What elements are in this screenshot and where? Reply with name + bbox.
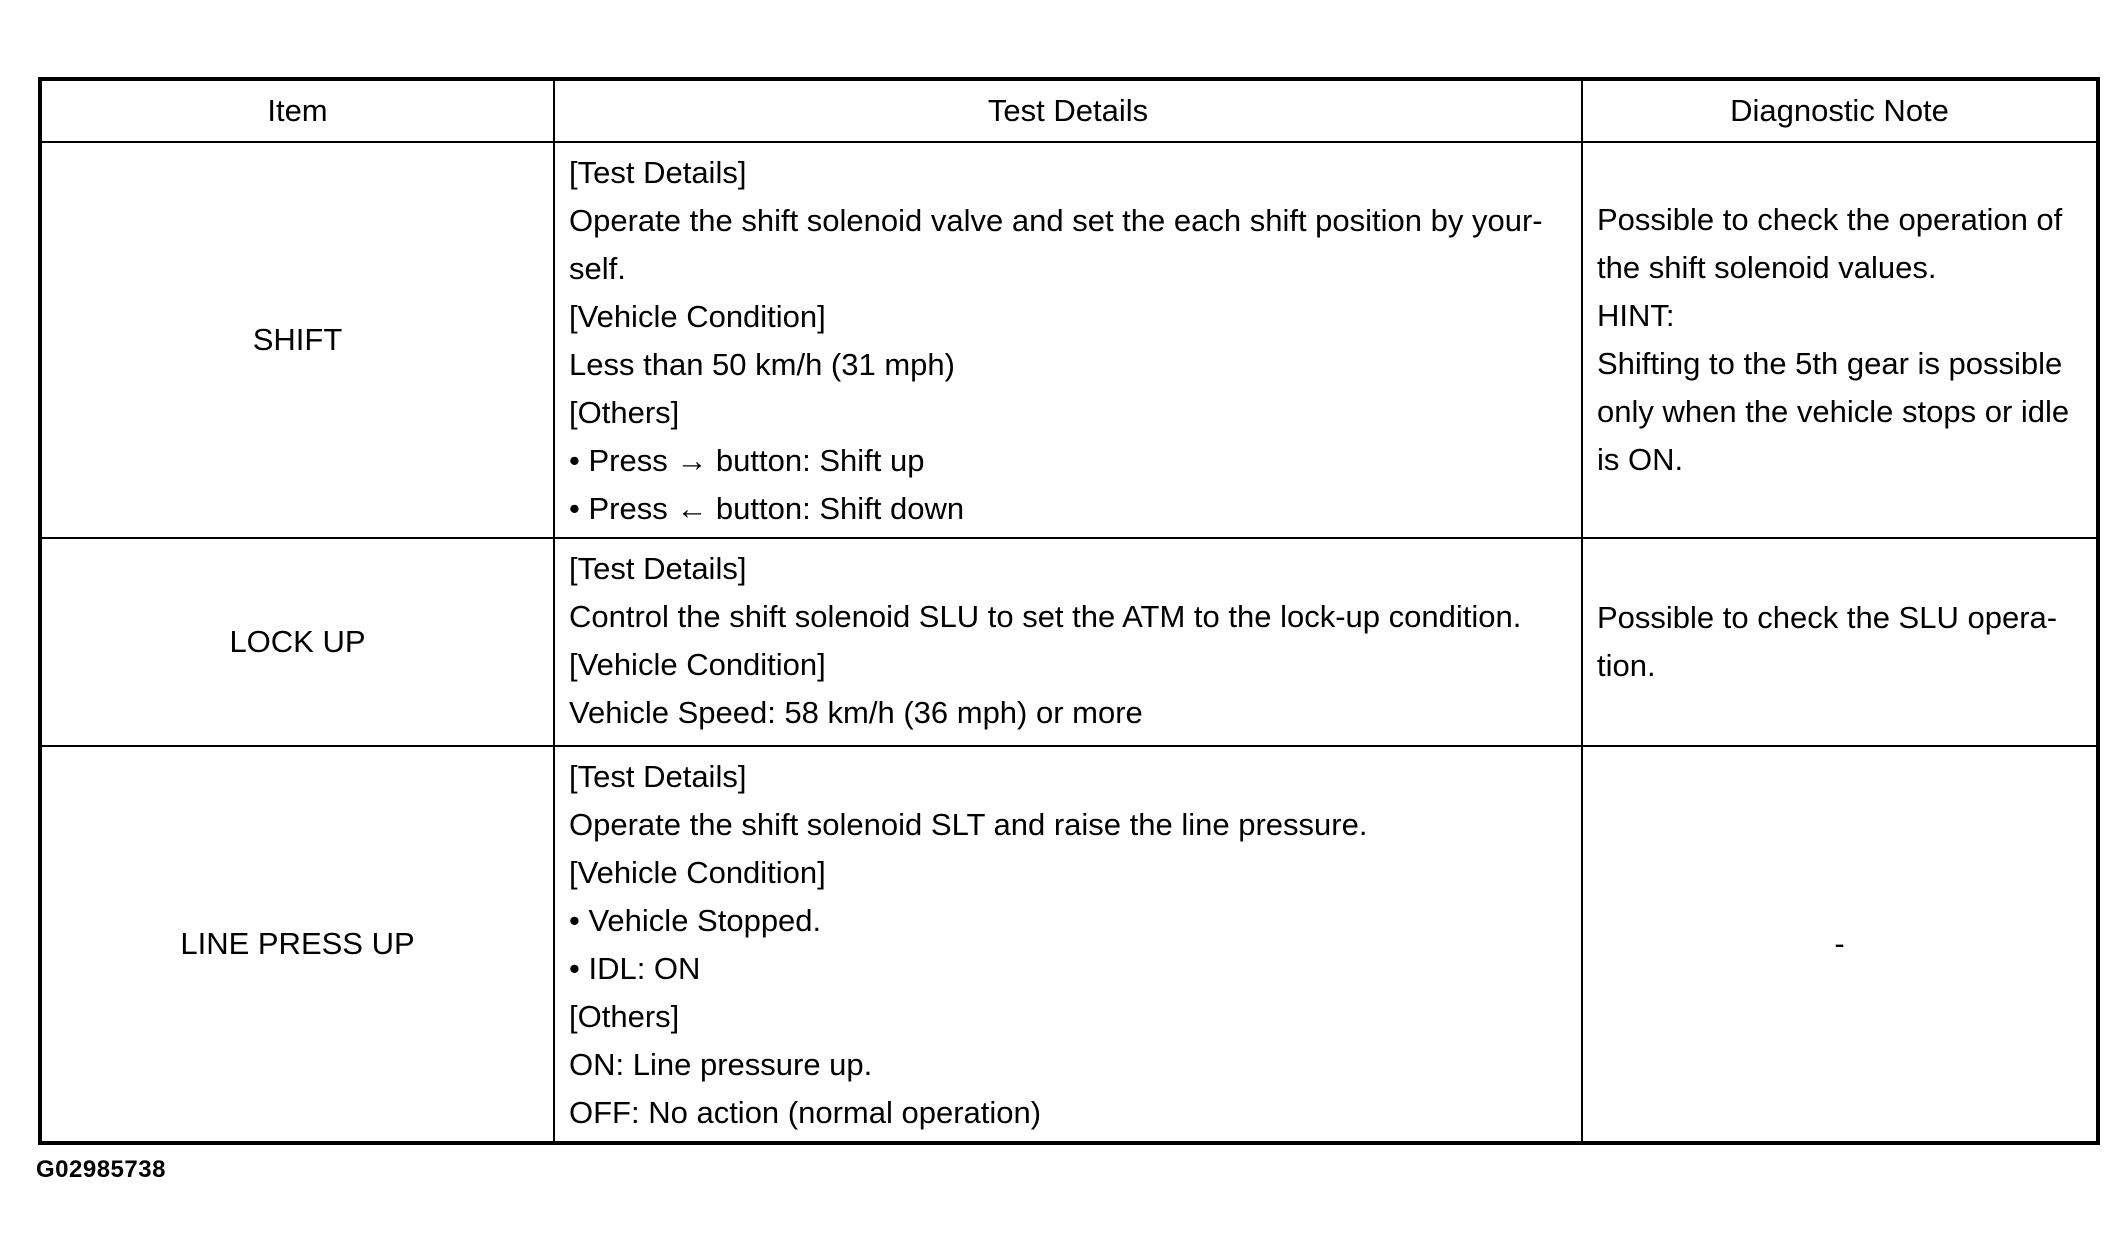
test-detail-line: [Others] bbox=[569, 999, 680, 1034]
diagnostic-test-table bbox=[38, 77, 2100, 1145]
test-detail-line: [Test Details] bbox=[569, 759, 747, 794]
test-detail-line: [Test Details] bbox=[569, 551, 747, 586]
diagnostic-note-line: Possible to check the SLU opera- bbox=[1597, 600, 2058, 635]
header-diagnostic-note: Diagnostic Note bbox=[1582, 79, 2098, 142]
test-details-cell-lock-up bbox=[554, 538, 1582, 746]
test-detail-line: [Test Details] bbox=[569, 155, 747, 190]
test-detail-line: Less than 50 km/h (31 mph) bbox=[569, 347, 955, 382]
test-detail-line: • Press → button: Shift up bbox=[569, 443, 925, 478]
diagnostic-note-line: HINT: bbox=[1597, 298, 1675, 333]
diagnostic-note-cell-shift bbox=[1582, 142, 2098, 538]
test-detail-line: Control the shift solenoid SLU to set the ATM to the lock-up condition. bbox=[569, 599, 1522, 634]
figure-id: G02985738 bbox=[36, 1156, 166, 1183]
item-cell-line-press-up: LINE PRESS UP bbox=[40, 746, 554, 1143]
diagnostic-note-line: only when the vehicle stops or idle bbox=[1597, 394, 2070, 429]
table-row-shift bbox=[40, 142, 2098, 538]
test-detail-line: Vehicle Speed: 58 km/h (36 mph) or more bbox=[569, 695, 1143, 730]
test-detail-line: [Vehicle Condition] bbox=[569, 855, 826, 890]
test-detail-line: [Vehicle Condition] bbox=[569, 647, 826, 682]
diagnostic-note-line: is ON. bbox=[1597, 442, 1684, 477]
test-details-cell-shift bbox=[554, 142, 1582, 538]
table-row-lock-up bbox=[40, 538, 2098, 746]
test-detail-line: OFF: No action (normal operation) bbox=[569, 1095, 1042, 1130]
diagnostic-note-line: tion. bbox=[1597, 648, 1656, 683]
diagnostic-note-cell-lock-up bbox=[1582, 538, 2098, 746]
table-row-line-press-up bbox=[40, 746, 2098, 1143]
test-detail-line: self. bbox=[569, 251, 626, 286]
test-detail-line: [Others] bbox=[569, 395, 680, 430]
test-detail-line: • IDL: ON bbox=[569, 951, 701, 986]
header-test-details: Test Details bbox=[554, 79, 1582, 142]
test-detail-line: Operate the shift solenoid valve and set the each shift position by your- bbox=[569, 203, 1543, 238]
diagnostic-note-cell-line-press-up: - bbox=[1582, 746, 2098, 1143]
test-detail-line: [Vehicle Condition] bbox=[569, 299, 826, 334]
test-details-cell-line-press-up bbox=[554, 746, 1582, 1143]
diagnostic-note-line: the shift solenoid values. bbox=[1597, 250, 1937, 285]
test-detail-line: • Vehicle Stopped. bbox=[569, 903, 822, 938]
table-header-row bbox=[40, 79, 2098, 142]
test-detail-line: • Press ← button: Shift down bbox=[569, 491, 965, 526]
diagnostic-note-line: Shifting to the 5th gear is possible bbox=[1597, 346, 2063, 381]
test-detail-line: ON: Line pressure up. bbox=[569, 1047, 873, 1082]
item-cell-shift: SHIFT bbox=[40, 142, 554, 538]
item-cell-lock-up: LOCK UP bbox=[40, 538, 554, 746]
test-detail-line: Operate the shift solenoid SLT and raise the line pressure. bbox=[569, 807, 1368, 842]
diagnostic-note-line: Possible to check the operation of bbox=[1597, 202, 2063, 237]
header-item: Item bbox=[40, 79, 554, 142]
